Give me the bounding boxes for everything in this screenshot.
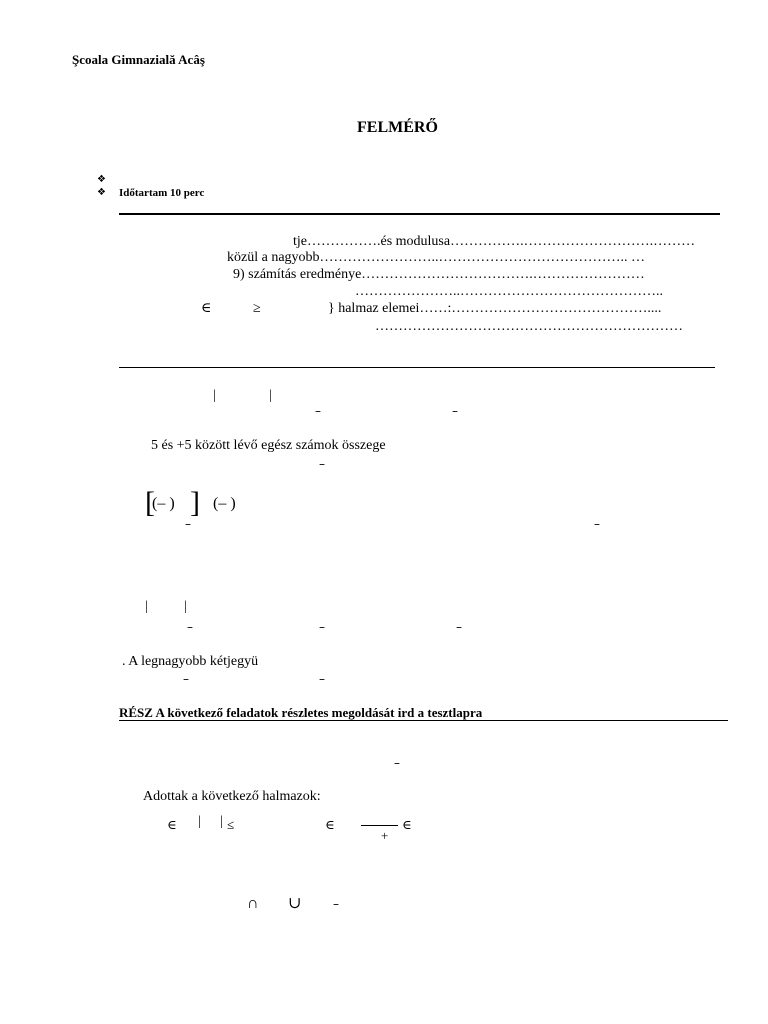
element-of-symbol: ∈ — [402, 817, 412, 832]
union-symbol: ∪ — [288, 895, 302, 912]
math-expression: (– ) — [152, 495, 175, 512]
answer-dots: …………………..…………………………………….. — [355, 284, 663, 299]
difference-symbol: – — [333, 897, 339, 911]
option-minus: – — [319, 672, 325, 686]
less-equal-symbol: ≤ — [227, 817, 235, 832]
element-of-symbol: ∈ — [167, 817, 177, 832]
option-minus: – — [183, 672, 189, 686]
abs-bar: | — [269, 388, 272, 403]
page-title: FELMÉRŐ — [357, 119, 438, 136]
section-divider — [119, 367, 715, 368]
section-heading: RÉSZ A következő feladatok részletes megoldását ird a tesztlapra — [119, 705, 483, 720]
abs-bar: | — [220, 814, 223, 829]
option-minus: – — [185, 517, 191, 531]
question-line: közül a nagyobb……………………..………………………………….. … — [227, 250, 646, 265]
intersection-symbol: ∩ — [247, 895, 259, 912]
option-minus: – — [452, 404, 458, 418]
abs-bar: | — [184, 599, 187, 614]
question-line: 9) számítás eredménye……………………………….…………………… — [233, 267, 645, 282]
question-line: tje…………….és modulusa…………….……………………….……… — [293, 234, 696, 249]
bullet-icon: ❖ — [97, 174, 106, 185]
question-text: . A legnagyobb kétjegyü — [122, 654, 259, 669]
answer-dots: ………………………………………………………… — [375, 319, 683, 334]
question-line: } halmaz elemei……:…………………………………….... — [328, 301, 662, 316]
option-minus: – — [319, 620, 325, 634]
abs-bar: | — [198, 814, 201, 829]
option-minus: – — [394, 756, 400, 770]
question-text: Adottak a következő halmazok: — [143, 789, 321, 804]
math-expression: (– ) — [213, 495, 236, 512]
heading-underline — [119, 720, 728, 721]
bracket-close: ] — [190, 486, 200, 519]
option-minus: – — [319, 457, 325, 471]
bullet-icon: ❖ — [97, 187, 106, 198]
question-text: 5 és +5 között lévő egész számok összege — [151, 438, 386, 453]
bracket-open: [ — [145, 486, 155, 519]
section-divider — [119, 213, 720, 215]
duration-text: Időtartam 10 perc — [119, 187, 205, 199]
element-of-symbol: ∈ — [201, 301, 212, 316]
element-of-symbol: ∈ — [325, 817, 335, 832]
greater-equal-symbol: ≥ — [253, 301, 261, 316]
option-minus: – — [187, 620, 193, 634]
option-minus: – — [456, 620, 462, 634]
option-minus: – — [315, 404, 321, 418]
plus-symbol: + — [381, 828, 389, 843]
fraction-bar — [361, 825, 398, 826]
abs-bar: | — [213, 388, 216, 403]
option-minus: – — [594, 517, 600, 531]
school-name: Şcoala Gimnazială Acâş — [72, 52, 205, 67]
abs-bar: | — [145, 599, 148, 614]
